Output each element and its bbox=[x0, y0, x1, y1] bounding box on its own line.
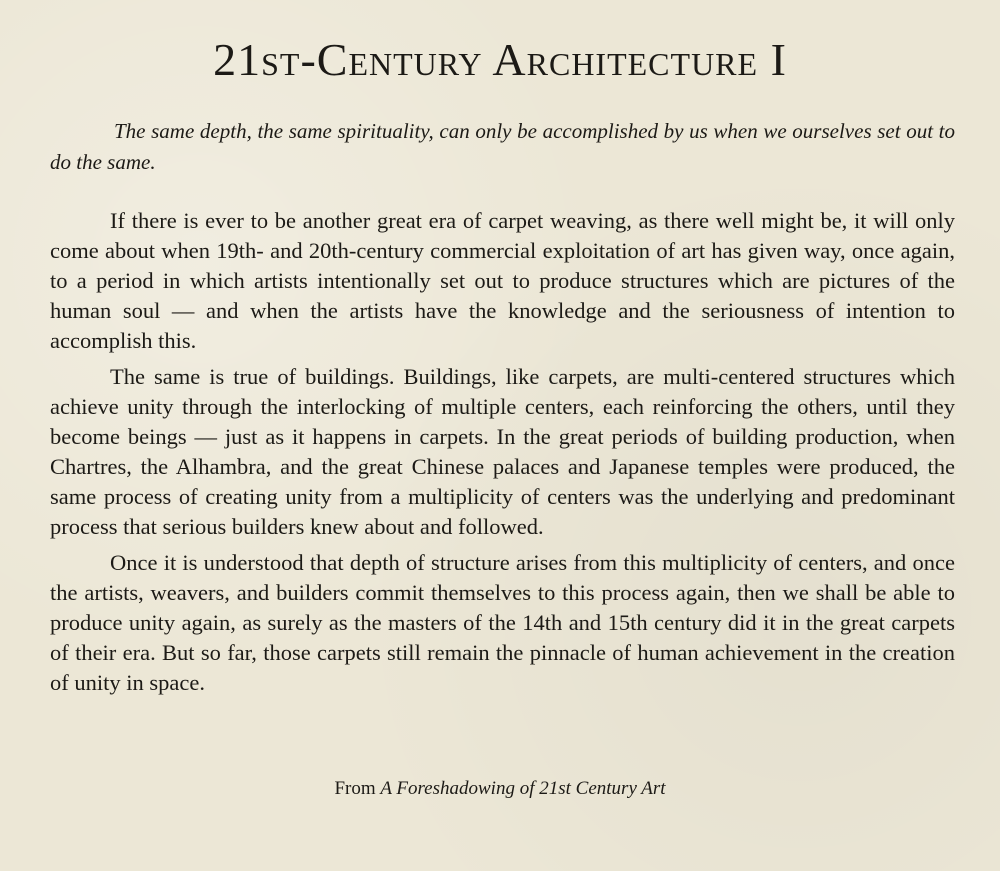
page-title: 21st-Century Architecture I bbox=[213, 34, 787, 85]
source-work-title: A Foreshadowing of 21st Century Art bbox=[380, 778, 666, 799]
source-citation bbox=[0, 775, 1000, 803]
paragraph: The same is true of buildings. Buildings, like carpets, are multi-centered structures which achieve unity through the interlocking of multiple centers, each reinforcing the others, until they become beings — just as it happens in carpets. In the great periods of building production, when Chartres, the Alhambra, and the great Chinese palaces and Japanese temples were produced, the same process of creating unity from a multiplicity of centers was the underlying and predominant process that serious builders knew about and followed. bbox=[50, 364, 955, 539]
epigraph: The same depth, the same spirituality, can only be accomplished by us when we ourselves set out to do the same. bbox=[50, 119, 955, 174]
paragraph: If there is ever to be another great era of carpet weaving, as there well might be, it will only come about when 19th- and 20th-century commercial exploitation of art has given way, once again, to a period in which artists intentionally set out to produce structures which are pictures of the human soul — and when the artists have the knowledge and the seriousness of intention to accomplish this. bbox=[50, 208, 955, 353]
source-prefix: From bbox=[334, 778, 376, 799]
body-text bbox=[50, 206, 955, 704]
paragraph: Once it is understood that depth of structure arises from this multiplicity of centers, and once the artists, weavers, and builders commit themselves to this process again, then we shall be able to produce unity again, as surely as the masters of the 14th and 15th century did it in the great carpets of their era. But so far, those carpets still remain the pinnacle of human achievement in the creation of unity in space. bbox=[50, 550, 955, 695]
